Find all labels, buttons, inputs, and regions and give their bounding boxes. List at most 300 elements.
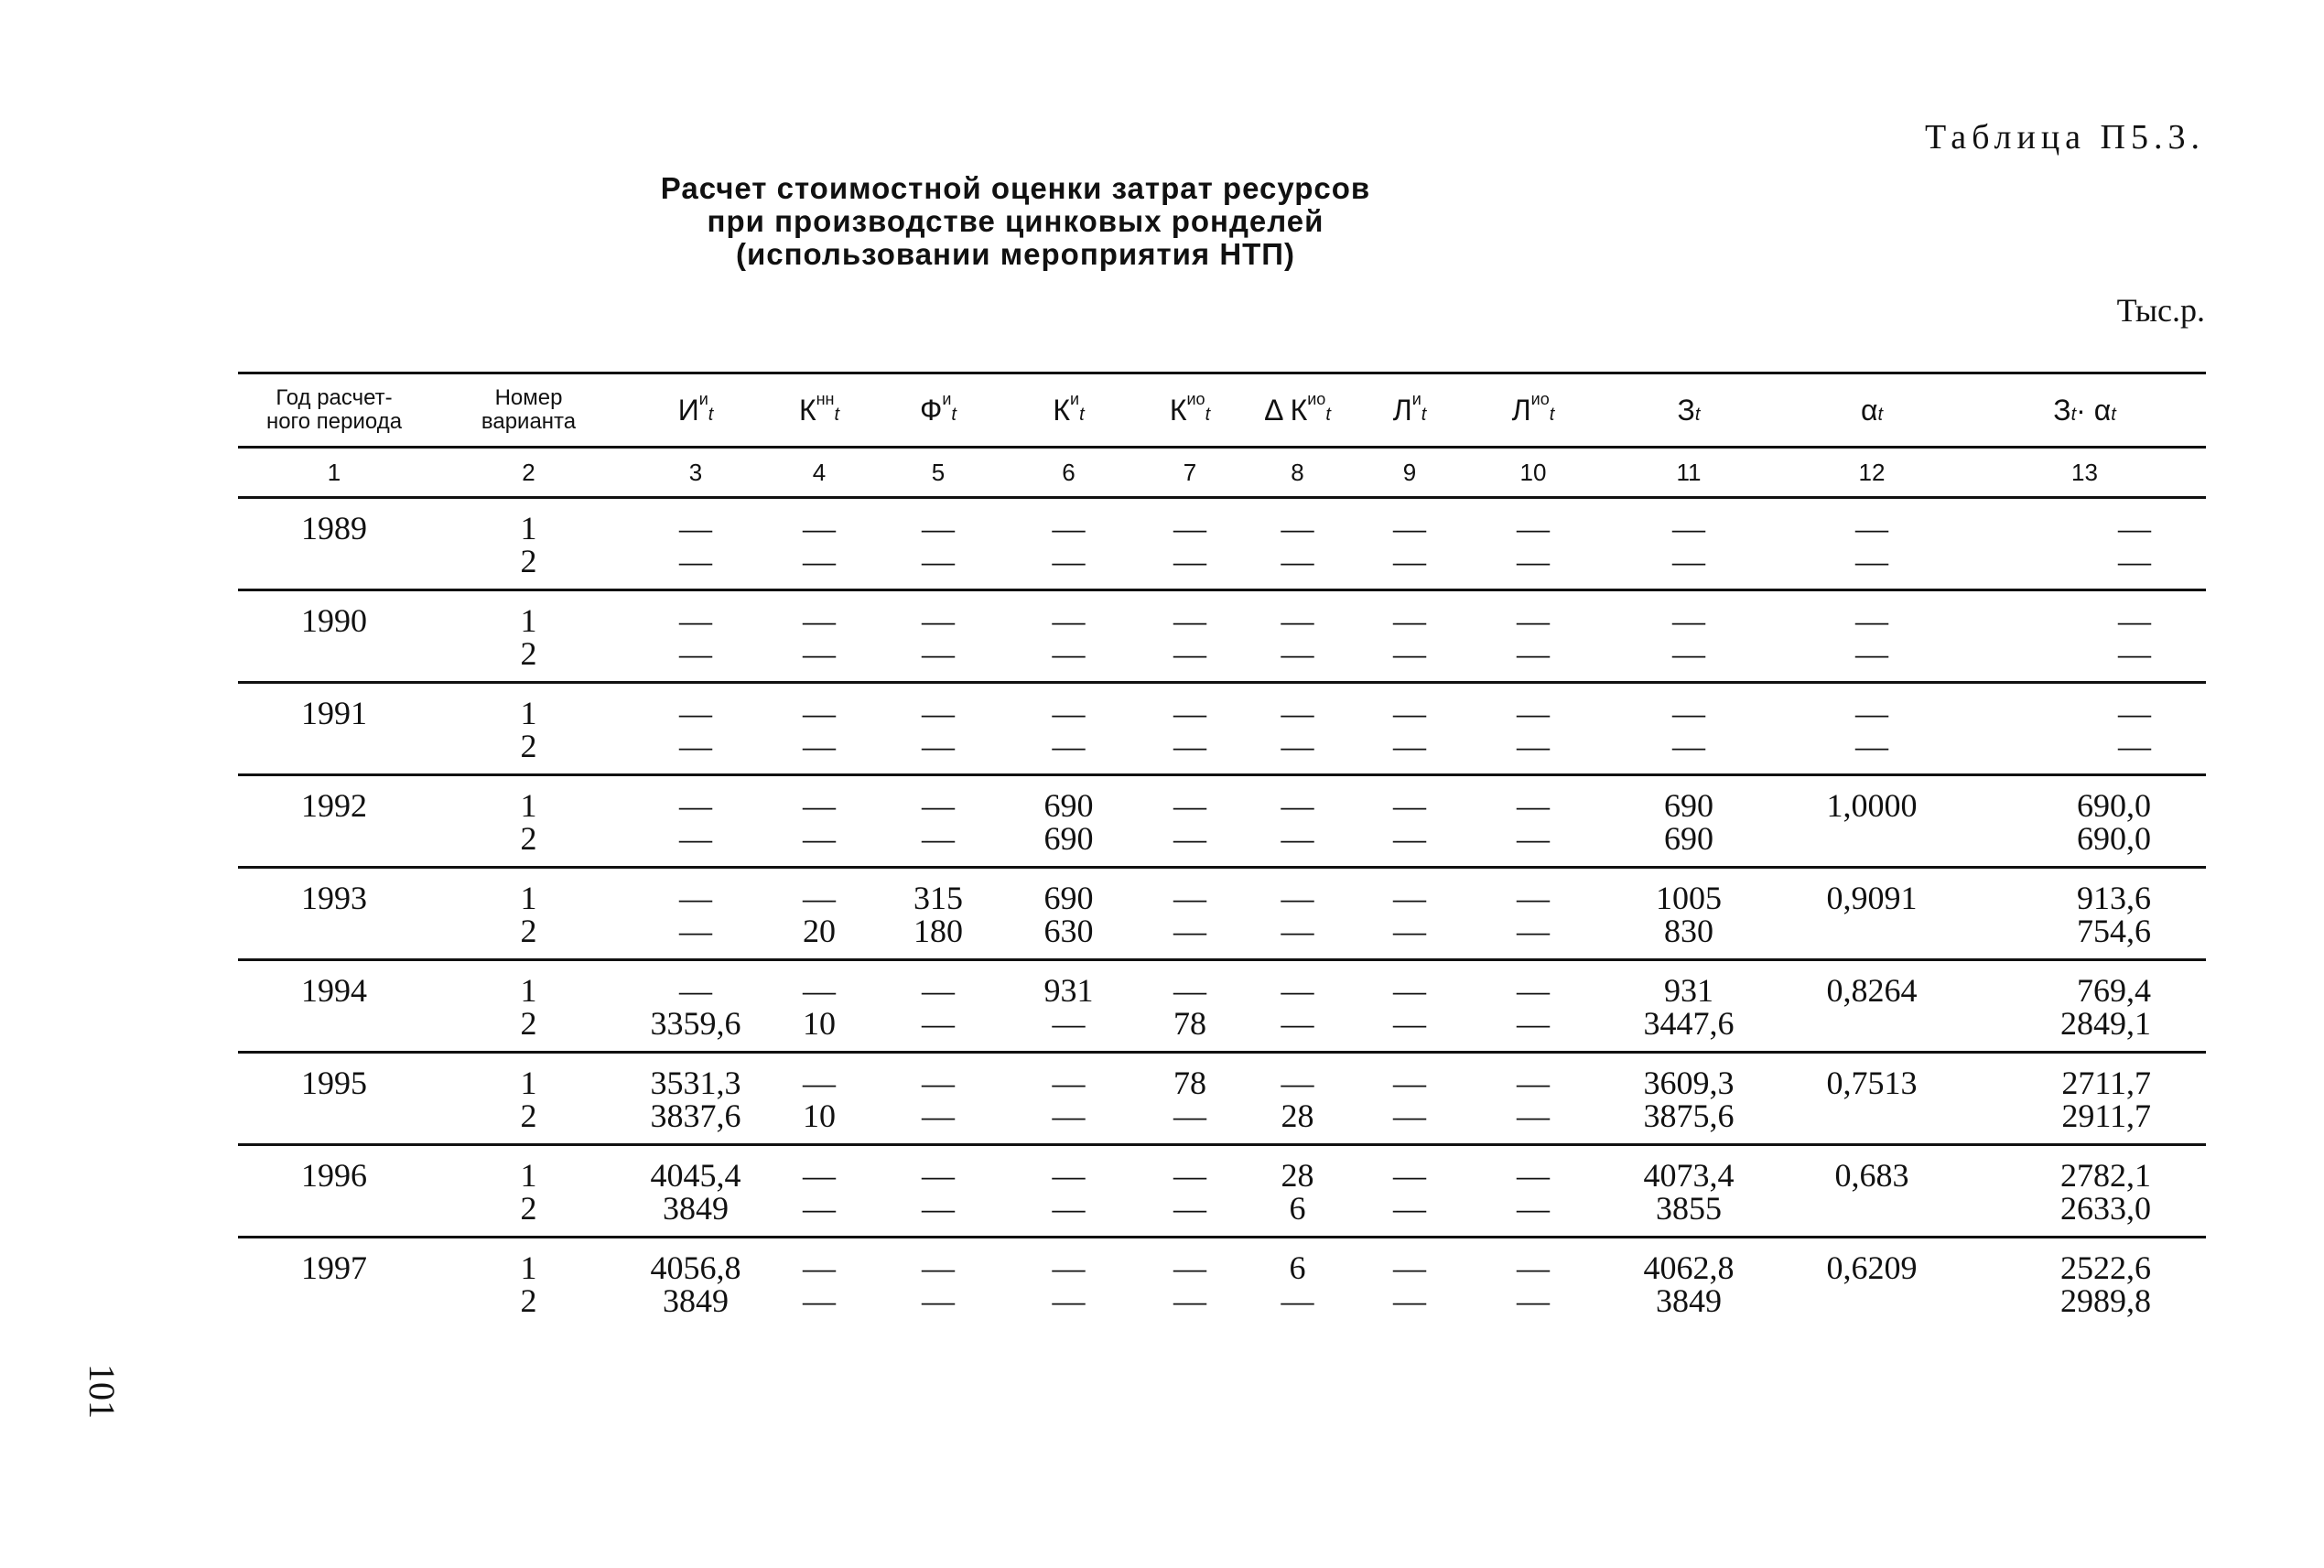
- cell-value: 3855: [1656, 1190, 1722, 1227]
- cell-value: —: [922, 787, 955, 824]
- variant-value: 1: [520, 1157, 537, 1194]
- table-row: [238, 683, 2206, 775]
- cell-value: —: [1173, 820, 1206, 857]
- variant-cell: [430, 868, 627, 960]
- cell-value: —: [679, 880, 712, 916]
- cell-value: —: [1173, 1157, 1206, 1194]
- cell-value: —: [1517, 787, 1550, 824]
- value-cell-c4: [764, 1238, 874, 1329]
- cell-value: [1780, 914, 1963, 947]
- value-cell-c10: [1469, 590, 1597, 683]
- value-cell-c8: [1245, 1053, 1350, 1145]
- column-number: 7: [1135, 448, 1245, 498]
- cell-value: 6: [1289, 1190, 1306, 1227]
- year-cell: 1993: [238, 868, 430, 960]
- cell-value: —: [2118, 602, 2151, 639]
- value-cell-c6: [1002, 868, 1135, 960]
- variant-value: 2: [520, 635, 537, 672]
- cell-value: —: [803, 1249, 836, 1286]
- cell-value: 754,6: [2077, 913, 2151, 949]
- header-col6: $К^иt$: [1002, 373, 1135, 448]
- cell-value: —: [679, 972, 712, 1009]
- value-cell-c13: [1963, 868, 2206, 960]
- value-cell-c3: [627, 1238, 764, 1329]
- cell-value: 10: [803, 1098, 836, 1134]
- header-col8: Δ $К^{ио}t$: [1245, 373, 1350, 448]
- cell-value: 2782,1: [2060, 1157, 2151, 1194]
- column-number-row: [238, 448, 2206, 498]
- cell-value: —: [1393, 820, 1426, 857]
- cell-value: —: [1517, 820, 1550, 857]
- cell-value: —: [1672, 635, 1705, 672]
- cell-value: —: [1393, 1065, 1426, 1101]
- cell-value: —: [1672, 510, 1705, 546]
- cell-value: —: [1517, 1282, 1550, 1319]
- cell-value: —: [1052, 1249, 1086, 1286]
- value-cell-c11: [1597, 590, 1780, 683]
- cell-value: —: [1173, 972, 1206, 1009]
- variant-value: 2: [520, 1282, 537, 1319]
- cell-value: —: [922, 602, 955, 639]
- cell-value: 3849: [663, 1282, 729, 1319]
- units-label: Тыс.р.: [2116, 292, 2205, 329]
- year-cell: 1995: [238, 1053, 430, 1145]
- value-cell-c4: [764, 960, 874, 1053]
- header-col9: $Л^иt$: [1350, 373, 1469, 448]
- cell-value: —: [1855, 695, 1888, 731]
- variant-cell: [430, 498, 627, 590]
- cell-value: —: [1393, 695, 1426, 731]
- cell-value: 6: [1289, 1249, 1306, 1286]
- cell-value: —: [803, 543, 836, 579]
- cell-value: —: [1393, 880, 1426, 916]
- variant-cell: [430, 683, 627, 775]
- cell-value: —: [803, 510, 836, 546]
- cell-value: —: [679, 728, 712, 764]
- cell-value: —: [1517, 1005, 1550, 1042]
- value-cell-c6: [1002, 1145, 1135, 1238]
- value-cell-c7: [1135, 775, 1245, 868]
- cell-value: —: [1517, 913, 1550, 949]
- cell-value: 3849: [1656, 1282, 1722, 1319]
- cell-value: —: [1672, 602, 1705, 639]
- cell-value: —: [1393, 728, 1426, 764]
- variant-value: 2: [520, 820, 537, 857]
- cell-value: —: [1281, 787, 1314, 824]
- value-cell-c9: [1350, 683, 1469, 775]
- cell-value: —: [679, 913, 712, 949]
- cell-value: 2911,7: [2061, 1098, 2151, 1134]
- value-cell-c7: [1135, 590, 1245, 683]
- cell-value: —: [1393, 602, 1426, 639]
- value-cell-c6: [1002, 960, 1135, 1053]
- cell-value: —: [679, 635, 712, 672]
- cell-value: 2711,7: [2061, 1065, 2151, 1101]
- cell-value: —: [922, 635, 955, 672]
- header-variant: Номер варианта: [430, 373, 627, 448]
- cell-value: —: [1173, 695, 1206, 731]
- cell-value: 690: [1664, 787, 1713, 824]
- year-cell: 1997: [301, 1249, 367, 1286]
- column-number: 8: [1245, 448, 1350, 498]
- cell-value: 28: [1281, 1157, 1314, 1194]
- variant-value: 1: [520, 602, 537, 639]
- value-cell-c5: [874, 683, 1002, 775]
- value-cell-c11: [1597, 868, 1780, 960]
- cell-value: —: [922, 1005, 955, 1042]
- cell-value: —: [679, 602, 712, 639]
- cell-value: —: [1517, 1249, 1550, 1286]
- cell-value: —: [1393, 972, 1426, 1009]
- cell-value: 690: [1664, 820, 1713, 857]
- variant-cell: [430, 1053, 627, 1145]
- cell-value: 690: [1043, 820, 1094, 857]
- header-col13: Зt· αt: [1963, 373, 2206, 448]
- cell-value: —: [922, 543, 955, 579]
- table-row: [238, 868, 2206, 960]
- value-cell-c5: [874, 960, 1002, 1053]
- variant-value: 2: [520, 1190, 537, 1227]
- value-cell-c8: [1245, 1238, 1350, 1329]
- value-cell-c9: [1350, 1053, 1469, 1145]
- page-number: 101: [81, 1364, 123, 1419]
- value-cell-c13: [1963, 960, 2206, 1053]
- value-cell-c13: [1963, 683, 2206, 775]
- variant-value: 1: [520, 510, 537, 546]
- cell-value: —: [1281, 1282, 1314, 1319]
- cell-value: —: [1281, 510, 1314, 546]
- value-cell-c8: [1245, 775, 1350, 868]
- value-cell-c11: [1597, 683, 1780, 775]
- cell-value: —: [803, 820, 836, 857]
- value-cell-c12: [1780, 1238, 1963, 1329]
- value-cell-c5: [874, 1053, 1002, 1145]
- cell-value: —: [679, 787, 712, 824]
- cell-value: 1,0000: [1826, 787, 1918, 824]
- cell-value: 3875,6: [1643, 1098, 1735, 1134]
- value-cell-c12: [1780, 1053, 1963, 1145]
- cell-value: 3447,6: [1643, 1005, 1735, 1042]
- cell-value: 78: [1173, 1005, 1206, 1042]
- value-cell-c3: [627, 775, 764, 868]
- cell-value: —: [1393, 510, 1426, 546]
- value-cell-c10: [1469, 1145, 1597, 1238]
- table-title: [0, 172, 2178, 271]
- cell-value: —: [679, 820, 712, 857]
- value-cell-c13: [1963, 498, 2206, 590]
- variant-cell: [430, 775, 627, 868]
- table-row: [238, 1145, 2206, 1238]
- value-cell-c7: [1135, 1053, 1245, 1145]
- cell-value: 690,0: [2077, 820, 2151, 857]
- value-cell-c5: [874, 868, 1002, 960]
- cell-value: —: [1173, 728, 1206, 764]
- cell-value: 769,4: [2077, 972, 2151, 1009]
- cell-value: —: [922, 695, 955, 731]
- cell-value: 690: [1043, 880, 1094, 916]
- column-number: 3: [627, 448, 764, 498]
- cell-value: —: [1517, 1190, 1550, 1227]
- variant-value: 1: [520, 972, 537, 1009]
- cell-value: —: [803, 695, 836, 731]
- cell-value: 4073,4: [1643, 1157, 1735, 1194]
- header-col11: Зt: [1597, 373, 1780, 448]
- cell-value: —: [1517, 1065, 1550, 1101]
- variant-cell: [430, 960, 627, 1053]
- value-cell-c5: [874, 775, 1002, 868]
- cell-value: —: [922, 1249, 955, 1286]
- cell-value: —: [1052, 695, 1086, 731]
- cell-value: 690,0: [2077, 787, 2151, 824]
- cell-value: —: [922, 1065, 955, 1101]
- cell-value: —: [1393, 787, 1426, 824]
- value-cell-c12: [1780, 1145, 1963, 1238]
- cell-value: 0,9091: [1826, 880, 1918, 916]
- value-cell-c6: [1002, 1238, 1135, 1329]
- cell-value: 690: [1043, 787, 1094, 824]
- cell-value: 0,683: [1834, 1157, 1909, 1194]
- cell-value: —: [803, 1157, 836, 1194]
- cell-value: —: [803, 972, 836, 1009]
- header-col10: $Л^{ио}t$: [1469, 373, 1597, 448]
- cell-value: —: [1173, 510, 1206, 546]
- value-cell-c7: [1135, 498, 1245, 590]
- cell-value: 2522,6: [2060, 1249, 2151, 1286]
- value-cell-c9: [1350, 775, 1469, 868]
- value-cell-c11: [1597, 498, 1780, 590]
- value-cell-c6: [1002, 683, 1135, 775]
- value-cell-c10: [1469, 960, 1597, 1053]
- value-cell-c11: [1597, 1053, 1780, 1145]
- cell-value: —: [679, 510, 712, 546]
- column-number: 9: [1350, 448, 1469, 498]
- cell-value: —: [1855, 510, 1888, 546]
- cell-value: —: [1393, 1005, 1426, 1042]
- cell-value: —: [803, 728, 836, 764]
- value-cell-c9: [1350, 868, 1469, 960]
- cell-value: —: [1393, 913, 1426, 949]
- cell-value: —: [1517, 695, 1550, 731]
- year-cell: 1994: [238, 960, 430, 1053]
- cell-value: —: [2118, 543, 2151, 579]
- cell-value: [1780, 1192, 1963, 1225]
- cell-value: —: [1281, 820, 1314, 857]
- year-cell: 1991: [238, 683, 430, 775]
- value-cell-c3: [627, 868, 764, 960]
- cell-value: —: [1281, 635, 1314, 672]
- cell-value: —: [1393, 635, 1426, 672]
- cell-value: —: [2118, 695, 2151, 731]
- value-cell-c13: [1963, 1053, 2206, 1145]
- value-cell-c5: [874, 590, 1002, 683]
- cell-value: —: [1052, 1065, 1086, 1101]
- variant-value: 2: [520, 1098, 537, 1134]
- value-cell-c10: [1469, 775, 1597, 868]
- cell-value: 1005: [1656, 880, 1722, 916]
- value-cell-c12: [1780, 590, 1963, 683]
- value-cell-c8: [1245, 683, 1350, 775]
- cell-value: —: [1517, 880, 1550, 916]
- cell-value: 931: [1664, 972, 1713, 1009]
- variant-value: 1: [520, 880, 537, 916]
- cell-value: —: [922, 728, 955, 764]
- value-cell-c7: [1135, 1238, 1245, 1329]
- value-cell-c8: [1245, 868, 1350, 960]
- cell-value: —: [922, 1098, 955, 1134]
- value-cell-c10: [1469, 683, 1597, 775]
- cell-value: —: [1281, 913, 1314, 949]
- cell-value: —: [1855, 602, 1888, 639]
- cell-value: 3531,3: [650, 1065, 741, 1101]
- cell-value: 2989,8: [2060, 1282, 2151, 1319]
- cell-value: 2633,0: [2060, 1190, 2151, 1227]
- column-number: 10: [1469, 448, 1597, 498]
- cell-value: —: [1393, 1098, 1426, 1134]
- column-number: 2: [430, 448, 627, 498]
- cell-value: 3837,6: [650, 1098, 741, 1134]
- cell-value: [1780, 822, 1963, 855]
- cell-value: —: [1281, 728, 1314, 764]
- value-cell-c9: [1350, 1238, 1469, 1329]
- cell-value: [1780, 1284, 1963, 1317]
- cell-value: —: [2118, 510, 2151, 546]
- cell-value: —: [922, 1282, 955, 1319]
- cell-value: —: [1173, 1098, 1206, 1134]
- value-cell-c4: [764, 775, 874, 868]
- value-cell-c4: [764, 1053, 874, 1145]
- column-number: 5: [874, 448, 1002, 498]
- value-cell-c6: [1002, 498, 1135, 590]
- cell-value: —: [1517, 1098, 1550, 1134]
- value-cell-c11: [1597, 775, 1780, 868]
- value-cell-c3: [627, 1053, 764, 1145]
- value-cell-c12: [1780, 683, 1963, 775]
- value-cell-c4: [764, 683, 874, 775]
- header-col4: $К^{нн}t$: [764, 373, 874, 448]
- cell-value: 630: [1043, 913, 1094, 949]
- cell-value: —: [1052, 510, 1086, 546]
- cell-value: 3849: [663, 1190, 729, 1227]
- header-col3: $И^иt$: [627, 373, 764, 448]
- table-row: [238, 590, 2206, 683]
- value-cell-c4: [764, 498, 874, 590]
- variant-value: 2: [520, 1005, 537, 1042]
- cell-value: —: [1052, 1157, 1086, 1194]
- value-cell-c10: [1469, 868, 1597, 960]
- cell-value: —: [1281, 972, 1314, 1009]
- cell-value: —: [1052, 602, 1086, 639]
- cell-value: —: [1517, 728, 1550, 764]
- cell-value: —: [1855, 635, 1888, 672]
- cell-value: —: [1052, 1190, 1086, 1227]
- year-cell: 1996: [238, 1145, 430, 1238]
- header-row: [238, 373, 2206, 448]
- cell-value: —: [803, 602, 836, 639]
- value-cell-c12: [1780, 868, 1963, 960]
- cell-value: —: [1052, 1282, 1086, 1319]
- value-cell-c13: [1963, 775, 2206, 868]
- cell-value: 4056,8: [650, 1249, 741, 1286]
- cell-value: 0,7513: [1826, 1065, 1918, 1101]
- value-cell-c8: [1245, 960, 1350, 1053]
- table-row: [238, 775, 2206, 868]
- column-number: 1: [238, 448, 430, 498]
- column-number: 4: [764, 448, 874, 498]
- cell-value: —: [1281, 602, 1314, 639]
- cell-value: —: [1855, 728, 1888, 764]
- cell-value: —: [1281, 695, 1314, 731]
- variant-cell: [430, 590, 627, 683]
- value-cell-c5: [874, 498, 1002, 590]
- cell-value: 3609,3: [1643, 1065, 1735, 1101]
- cell-value: —: [1052, 728, 1086, 764]
- cell-value: —: [1393, 1249, 1426, 1286]
- cell-value: 0,8264: [1826, 972, 1918, 1009]
- variant-value: 2: [520, 728, 537, 764]
- variant-cell: [430, 1238, 627, 1329]
- cell-value: 4045,4: [650, 1157, 741, 1194]
- cell-value: 4062,8: [1643, 1249, 1735, 1286]
- cell-value: —: [1672, 728, 1705, 764]
- cell-value: —: [1393, 1190, 1426, 1227]
- cell-value: —: [922, 972, 955, 1009]
- cell-value: 180: [913, 913, 963, 949]
- cell-value: —: [1173, 1282, 1206, 1319]
- value-cell-c3: [627, 683, 764, 775]
- cell-value: —: [1517, 972, 1550, 1009]
- variant-value: 2: [520, 913, 537, 949]
- cell-value: —: [922, 510, 955, 546]
- title-line-2: при производстве цинковых ронделей: [707, 204, 1324, 238]
- value-cell-c3: [627, 590, 764, 683]
- cell-value: —: [1393, 1157, 1426, 1194]
- value-cell-c7: [1135, 1145, 1245, 1238]
- cell-value: —: [803, 787, 836, 824]
- cell-value: —: [803, 1282, 836, 1319]
- cell-value: —: [1281, 1065, 1314, 1101]
- value-cell-c13: [1963, 590, 2206, 683]
- cell-value: —: [2118, 635, 2151, 672]
- cell-value: —: [1517, 635, 1550, 672]
- cell-value: —: [1052, 543, 1086, 579]
- cell-value: —: [1052, 1098, 1086, 1134]
- cell-value: 830: [1664, 913, 1713, 949]
- variant-cell: [430, 1145, 627, 1238]
- value-cell-c4: [764, 868, 874, 960]
- cell-value: —: [1672, 543, 1705, 579]
- variant-value: 1: [520, 787, 537, 824]
- value-cell-c11: [1597, 1238, 1780, 1329]
- cell-value: —: [1281, 543, 1314, 579]
- cell-value: —: [679, 695, 712, 731]
- value-cell-c4: [764, 1145, 874, 1238]
- variant-value: 1: [520, 1065, 537, 1101]
- title-line-1: Расчет стоимостной оценки затрат ресурсов: [660, 171, 1371, 205]
- table-row: [238, 1238, 2206, 1329]
- cell-value: —: [1173, 880, 1206, 916]
- cell-value: —: [1173, 635, 1206, 672]
- table-row: [238, 960, 2206, 1053]
- cell-value: —: [803, 880, 836, 916]
- value-cell-c11: [1597, 1145, 1780, 1238]
- value-cell-c7: [1135, 960, 1245, 1053]
- column-number: 11: [1597, 448, 1780, 498]
- value-cell-c5: [874, 1145, 1002, 1238]
- value-cell-c9: [1350, 960, 1469, 1053]
- cell-value: —: [1052, 1005, 1086, 1042]
- value-cell-c8: [1245, 590, 1350, 683]
- cell-value: —: [1173, 787, 1206, 824]
